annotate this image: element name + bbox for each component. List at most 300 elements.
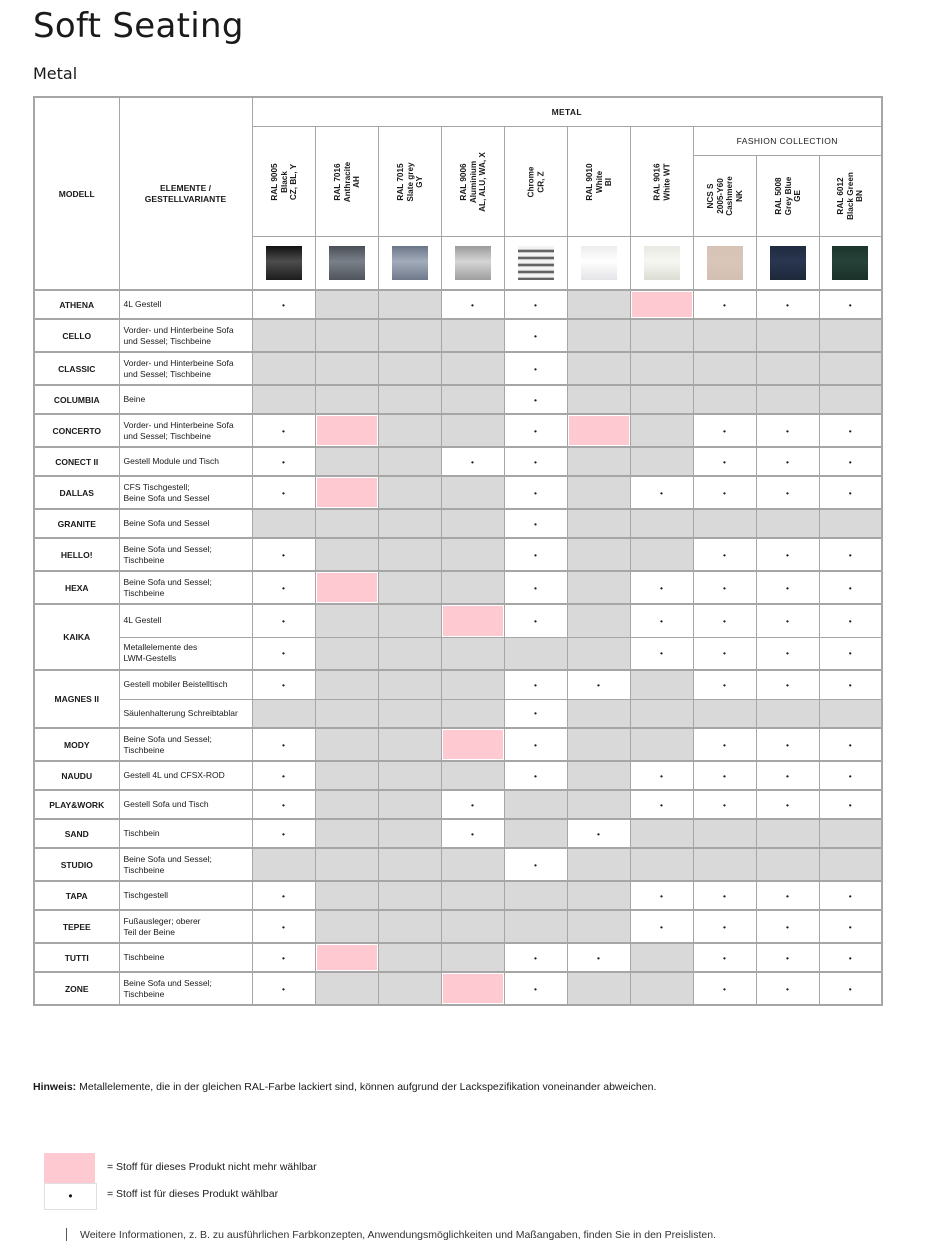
cell-unavailable: [630, 290, 693, 319]
availability-dot: •: [282, 487, 285, 498]
table-row: [34, 699, 882, 728]
model-name: CONECT II: [34, 447, 119, 476]
color-label: RAL 6012 Black Green BN: [836, 172, 864, 220]
cell-offered: [630, 790, 693, 819]
cell-offered: [252, 571, 315, 604]
cell-not-offered: [630, 943, 693, 972]
cell-not-offered: [630, 509, 693, 538]
cell-offered: [756, 290, 819, 319]
availability-dot: •: [597, 952, 600, 963]
cell-not-offered: [378, 670, 441, 699]
cell-not-offered: [378, 761, 441, 790]
table-row: [34, 509, 882, 538]
cell-unavailable: [315, 414, 378, 447]
cell-offered: [693, 538, 756, 571]
availability-dot: •: [723, 679, 726, 690]
cell-offered: [504, 476, 567, 509]
availability-dot: •: [660, 615, 663, 626]
model-name: HEXA: [34, 571, 119, 604]
availability-dot: •: [848, 582, 852, 593]
availability-dot: •: [282, 890, 285, 901]
cell-not-offered: [567, 728, 630, 761]
availability-dot: •: [723, 615, 726, 626]
availability-dot: •: [723, 921, 726, 932]
cell-not-offered: [630, 848, 693, 881]
availability-dot: •: [660, 890, 663, 901]
availability-dot: •: [786, 456, 789, 467]
availability-dot: •: [786, 615, 789, 626]
cell-offered: [819, 910, 882, 943]
cell-not-offered: [567, 352, 630, 385]
element-variant: Fußausleger; oberer Teil der Beine: [119, 910, 252, 943]
cell-offered: [630, 910, 693, 943]
availability-dot: •: [723, 299, 726, 310]
cell-offered: [252, 943, 315, 972]
swatch-cell: [252, 237, 315, 291]
cell-not-offered: [567, 509, 630, 538]
availability-dot: •: [786, 679, 789, 690]
availability-dot: •: [723, 549, 726, 560]
cell-offered: [693, 290, 756, 319]
cell-not-offered: [756, 385, 819, 414]
model-name: PLAY&WORK: [34, 790, 119, 819]
availability-dot: •: [282, 679, 285, 690]
cell-not-offered: [378, 728, 441, 761]
unavailable-marker: [443, 606, 503, 636]
availability-dot: •: [723, 648, 726, 659]
table-row: [34, 637, 882, 670]
table-row: [34, 910, 882, 943]
cell-offered: [504, 699, 567, 728]
cell-unavailable: [441, 604, 504, 637]
element-variant: Vorder- und Hinterbeine Sofa und Sessel; Tischbeine: [119, 414, 252, 447]
cell-not-offered: [693, 699, 756, 728]
swatch-cell: [693, 237, 756, 291]
cell-not-offered: [819, 319, 882, 352]
color-swatch: [392, 246, 428, 280]
swatch-cell: [441, 237, 504, 291]
cell-not-offered: [567, 447, 630, 476]
cell-offered: [630, 637, 693, 670]
cell-not-offered: [504, 790, 567, 819]
availability-dot: •: [723, 770, 726, 781]
cell-offered: [819, 670, 882, 699]
availability-dot: •: [786, 549, 789, 560]
availability-dot: •: [660, 921, 663, 932]
cell-offered: [567, 943, 630, 972]
availability-dot: •: [723, 952, 726, 963]
cell-offered: [504, 319, 567, 352]
cell-offered: [693, 761, 756, 790]
availability-dot: •: [534, 615, 537, 626]
cell-not-offered: [441, 910, 504, 943]
cell-unavailable: [315, 476, 378, 509]
availability-dot: •: [534, 456, 537, 467]
cell-not-offered: [252, 352, 315, 385]
availability-dot: •: [848, 770, 852, 781]
availability-dot: •: [660, 770, 663, 781]
model-name: ATHENA: [34, 290, 119, 319]
cell-offered: [630, 881, 693, 910]
availability-dot: •: [723, 799, 726, 810]
cell-not-offered: [378, 509, 441, 538]
cell-not-offered: [441, 538, 504, 571]
availability-dot: •: [282, 828, 285, 839]
cell-not-offered: [567, 790, 630, 819]
availability-dot: •: [534, 363, 537, 374]
cell-not-offered: [630, 414, 693, 447]
cell-offered: [252, 819, 315, 848]
table-row: [34, 604, 882, 637]
availability-dot: •: [534, 708, 537, 719]
cell-unavailable: [315, 571, 378, 604]
cell-not-offered: [378, 414, 441, 447]
availability-dot: •: [848, 425, 852, 436]
availability-dot: •: [471, 299, 474, 310]
cell-not-offered: [567, 848, 630, 881]
model-name: CONCERTO: [34, 414, 119, 447]
cell-not-offered: [441, 670, 504, 699]
cell-offered: [630, 476, 693, 509]
cell-offered: [693, 790, 756, 819]
cell-not-offered: [378, 848, 441, 881]
cell-not-offered: [441, 319, 504, 352]
cell-offered: [504, 972, 567, 1005]
cell-offered: [252, 414, 315, 447]
cell-offered: [756, 728, 819, 761]
cell-not-offered: [315, 352, 378, 385]
cell-not-offered: [441, 761, 504, 790]
cell-offered: [441, 819, 504, 848]
cell-offered: [819, 881, 882, 910]
cell-not-offered: [630, 352, 693, 385]
cell-not-offered: [315, 972, 378, 1005]
footer-note: Weitere Informationen, z. B. zu ausführlichen Farbkonzepten, Anwendungsmöglichkeiten und Maßangaben, finden Sie in den Preislisten.: [80, 1229, 717, 1241]
cell-not-offered: [630, 819, 693, 848]
cell-offered: [693, 943, 756, 972]
cell-not-offered: [567, 571, 630, 604]
color-label: RAL 9010 White BI: [584, 162, 613, 201]
table-row: [34, 943, 882, 972]
availability-dot: •: [282, 983, 285, 994]
availability-dot: •: [723, 739, 726, 750]
cell-not-offered: [315, 509, 378, 538]
availability-dot: •: [597, 679, 600, 690]
cell-not-offered: [693, 819, 756, 848]
cell-offered: [756, 972, 819, 1005]
cell-offered: [693, 972, 756, 1005]
cell-not-offered: [441, 943, 504, 972]
cell-offered: [504, 728, 567, 761]
cell-offered: [756, 571, 819, 604]
availability-dot: •: [723, 425, 726, 436]
color-header-7: [693, 156, 756, 237]
cell-not-offered: [315, 290, 378, 319]
table-row: [34, 476, 882, 509]
cell-not-offered: [567, 761, 630, 790]
color-label: RAL 7015 Slate grey GY: [395, 161, 424, 202]
cell-not-offered: [756, 509, 819, 538]
cell-not-offered: [630, 538, 693, 571]
color-swatch: [329, 246, 365, 280]
cell-not-offered: [378, 447, 441, 476]
table-row: [34, 538, 882, 571]
model-name: TEPEE: [34, 910, 119, 943]
availability-dot: •: [282, 739, 285, 750]
cell-offered: [504, 670, 567, 699]
color-swatch: [644, 246, 680, 280]
cell-offered: [693, 881, 756, 910]
availability-dot: •: [723, 582, 726, 593]
availability-dot: •: [471, 828, 474, 839]
cell-not-offered: [819, 699, 882, 728]
legend-text-available: = Stoff ist für dieses Produkt wählbar: [107, 1188, 279, 1200]
availability-dot: •: [786, 952, 789, 963]
model-name: HELLO!: [34, 538, 119, 571]
cell-offered: [756, 761, 819, 790]
color-header-1: [315, 127, 378, 237]
cell-offered: [441, 790, 504, 819]
availability-dot: •: [282, 582, 285, 593]
cell-offered: [819, 790, 882, 819]
cell-not-offered: [315, 538, 378, 571]
cell-not-offered: [693, 352, 756, 385]
availability-dot: •: [534, 394, 537, 405]
cell-not-offered: [504, 881, 567, 910]
color-label: Chrome CR, Z: [526, 166, 545, 197]
cell-offered: [504, 509, 567, 538]
table-row: [34, 385, 882, 414]
cell-offered: [819, 637, 882, 670]
cell-not-offered: [567, 290, 630, 319]
cell-not-offered: [315, 819, 378, 848]
availability-dot: •: [534, 582, 537, 593]
cell-not-offered: [630, 385, 693, 414]
color-header-3: [441, 127, 504, 237]
cell-not-offered: [441, 414, 504, 447]
cell-unavailable: [441, 972, 504, 1005]
footer-divider: [66, 1228, 67, 1241]
table-row: [34, 319, 882, 352]
color-header-8: [756, 156, 819, 237]
color-label: RAL 5008 Grey Blue GE: [773, 176, 802, 216]
cell-not-offered: [693, 848, 756, 881]
cell-offered: [504, 414, 567, 447]
availability-dot: •: [786, 487, 789, 498]
element-variant: Beine: [119, 385, 252, 414]
cell-not-offered: [504, 637, 567, 670]
cell-not-offered: [315, 319, 378, 352]
availability-dot: •: [786, 890, 789, 901]
element-variant: Tischbein: [119, 819, 252, 848]
cell-not-offered: [378, 819, 441, 848]
swatch-cell: [756, 237, 819, 291]
element-variant: Gestell Sofa und Tisch: [119, 790, 252, 819]
cell-offered: [693, 670, 756, 699]
color-header-9: [819, 156, 882, 237]
cell-not-offered: [441, 848, 504, 881]
cell-not-offered: [315, 881, 378, 910]
color-header-6: [630, 127, 693, 237]
availability-dot: •: [848, 487, 852, 498]
model-name: KAIKA: [34, 604, 119, 670]
unavailable-marker: [317, 573, 377, 602]
cell-offered: [693, 447, 756, 476]
cell-not-offered: [315, 385, 378, 414]
cell-not-offered: [378, 385, 441, 414]
cell-offered: [756, 790, 819, 819]
cell-not-offered: [441, 385, 504, 414]
cell-offered: [693, 571, 756, 604]
unavailable-marker: [317, 478, 377, 507]
cell-not-offered: [315, 910, 378, 943]
cell-not-offered: [630, 670, 693, 699]
cell-offered: [504, 538, 567, 571]
cell-offered: [756, 881, 819, 910]
availability-dot: •: [848, 299, 852, 310]
color-label: RAL 9006 Aluminium AL, ALU, WA, X: [458, 151, 487, 212]
table-row: [34, 819, 882, 848]
cell-not-offered: [252, 848, 315, 881]
element-variant: Gestell mobiler Beistelltisch: [119, 670, 252, 699]
cell-not-offered: [567, 476, 630, 509]
cell-not-offered: [819, 352, 882, 385]
cell-unavailable: [315, 943, 378, 972]
element-variant: 4L Gestell: [119, 290, 252, 319]
cell-offered: [693, 910, 756, 943]
table-row: [34, 881, 882, 910]
table-row: [34, 290, 882, 319]
cell-offered: [756, 943, 819, 972]
element-variant: 4L Gestell: [119, 604, 252, 637]
cell-offered: [819, 290, 882, 319]
availability-dot: •: [848, 456, 852, 467]
cell-offered: [504, 352, 567, 385]
availability-dot: •: [848, 890, 852, 901]
cell-offered: [756, 637, 819, 670]
availability-dot: •: [534, 679, 537, 690]
model-name: DALLAS: [34, 476, 119, 509]
availability-dot: •: [848, 952, 852, 963]
cell-offered: [252, 761, 315, 790]
cell-offered: [252, 670, 315, 699]
cell-offered: [567, 819, 630, 848]
cell-offered: [252, 910, 315, 943]
color-swatch: [581, 246, 617, 280]
color-label: RAL 9016 White WT: [652, 162, 671, 201]
model-name: MAGNES II: [34, 670, 119, 728]
header-elemente: ELEMENTE / GESTELLVARIANTE: [119, 97, 252, 290]
cell-not-offered: [252, 385, 315, 414]
availability-dot: •: [848, 921, 852, 932]
cell-offered: [819, 476, 882, 509]
cell-not-offered: [567, 972, 630, 1005]
cell-offered: [819, 571, 882, 604]
availability-dot: •: [786, 299, 789, 310]
cell-not-offered: [378, 699, 441, 728]
cell-not-offered: [567, 604, 630, 637]
availability-dot: •: [282, 456, 285, 467]
element-variant: CFS Tischgestell; Beine Sofa und Sessel: [119, 476, 252, 509]
cell-offered: [504, 604, 567, 637]
cell-not-offered: [567, 699, 630, 728]
cell-not-offered: [315, 637, 378, 670]
header-metal: METAL: [252, 97, 882, 127]
availability-dot: •: [534, 770, 537, 781]
availability-dot: •: [786, 799, 789, 810]
availability-dot: •: [786, 425, 789, 436]
availability-dot: •: [534, 487, 537, 498]
cell-not-offered: [378, 943, 441, 972]
cell-not-offered: [819, 848, 882, 881]
cell-offered: [252, 538, 315, 571]
cell-not-offered: [441, 509, 504, 538]
cell-not-offered: [252, 509, 315, 538]
cell-not-offered: [378, 790, 441, 819]
table-row: [34, 728, 882, 761]
legend-swatch-unavailable: [44, 1153, 95, 1183]
cell-offered: [819, 604, 882, 637]
color-swatch: [707, 246, 743, 280]
cell-not-offered: [630, 699, 693, 728]
swatch-cell: [378, 237, 441, 291]
cell-offered: [252, 604, 315, 637]
color-swatch: [770, 246, 806, 280]
color-header-0: [252, 127, 315, 237]
availability-dot: •: [282, 425, 285, 436]
cell-offered: [819, 447, 882, 476]
element-variant: Metallelemente des LWM-Gestells: [119, 637, 252, 670]
element-variant: Gestell 4L und CFSX-ROD: [119, 761, 252, 790]
cell-offered: [630, 761, 693, 790]
color-label: RAL 7016 Anthracite AH: [332, 161, 361, 202]
cell-offered: [819, 943, 882, 972]
cell-offered: [756, 447, 819, 476]
table-row: [34, 848, 882, 881]
availability-dot: •: [786, 983, 789, 994]
cell-not-offered: [504, 819, 567, 848]
cell-not-offered: [630, 319, 693, 352]
cell-not-offered: [252, 319, 315, 352]
cell-not-offered: [315, 848, 378, 881]
unavailable-marker: [569, 416, 629, 445]
cell-offered: [819, 414, 882, 447]
cell-not-offered: [252, 699, 315, 728]
availability-dot: •: [597, 828, 600, 839]
cell-offered: [693, 637, 756, 670]
cell-not-offered: [756, 319, 819, 352]
element-variant: Beine Sofa und Sessel; Tischbeine: [119, 538, 252, 571]
cell-offered: [252, 972, 315, 1005]
cell-not-offered: [315, 447, 378, 476]
hint-note: [33, 1081, 656, 1093]
availability-dot: •: [786, 770, 789, 781]
legend-text-unavailable: = Stoff für dieses Produkt nicht mehr wählbar: [107, 1161, 317, 1173]
element-variant: Gestell Module und Tisch: [119, 447, 252, 476]
cell-offered: [756, 604, 819, 637]
model-name: TAPA: [34, 881, 119, 910]
cell-not-offered: [441, 881, 504, 910]
unavailable-marker: [632, 292, 692, 317]
cell-offered: [693, 476, 756, 509]
cell-offered: [756, 414, 819, 447]
model-name: COLUMBIA: [34, 385, 119, 414]
cell-not-offered: [756, 352, 819, 385]
table-row: [34, 414, 882, 447]
cell-not-offered: [378, 571, 441, 604]
availability-dot: •: [848, 648, 852, 659]
cell-not-offered: [819, 385, 882, 414]
